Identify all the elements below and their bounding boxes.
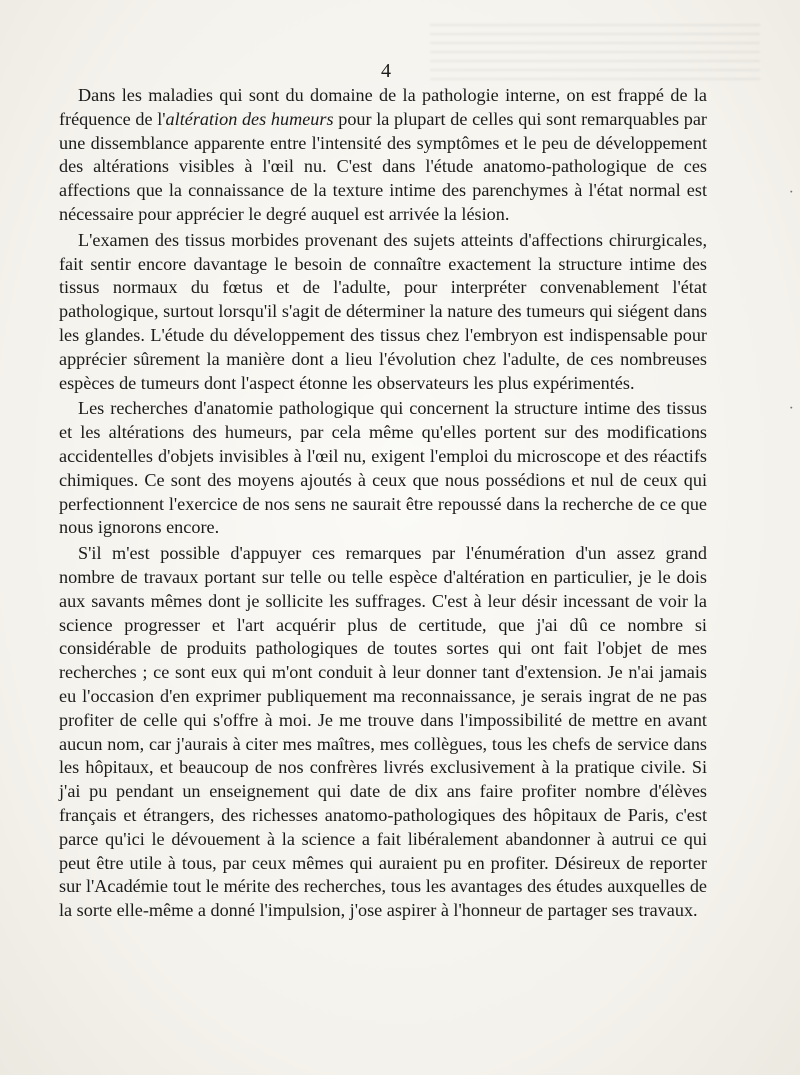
edge-mark-1: · bbox=[788, 184, 794, 201]
bleed-through-texture bbox=[430, 20, 760, 80]
edge-mark-2: · bbox=[788, 400, 794, 417]
paragraph-1-italic: altération des humeurs bbox=[165, 108, 334, 129]
paragraph-1-before: Dans les maladies qui sont du domaine de la pathologie interne, on est frappé de la fréquence de l' bbox=[59, 85, 707, 129]
paragraph-4: S'il m'est possible d'appuyer ces remarques par l'énumération d'un assez grand nombre de travaux portant sur telle ou telle espèce d'altération en particulier, je le dois aux savants mêmes dont je sollicite les suffrages. C'est à leur désir incessant de voir la science progresser et l'art acquérir plus de certitude, que j'ai dû ce nombre si considérable de produits pathologiques de toutes sortes qui ont fait l'objet de mes recherches ; ce sont eux qui m'ont conduit à leur donner tant d'extension. Je n'ai jamais eu l'occasion d'en exprimer publiquement ma reconnaissance, je serais ingrat de ne pas profiter de celle qui s'offre à moi. Je me trouve dans l'impossibilité de mettre en avant aucun nom, car j'aurais à citer mes maîtres, mes collègues, tous les chefs de service dans les hôpitaux, et beaucoup de nos confrères livrés exclusivement à la pratique civile. Si j'ai pu pendant un enseignement qui date de dix ans faire profiter nombre d'élèves français et étrangers, des richesses anatomo-pathologiques des hôpitaux de Paris, c'est parce qu'ici le dévouement à la science a fait libéralement abandonner à autrui ce qui peut être utile à tous, par ceux mêmes qui auraient pu en profiter. Désireux de reporter sur l'Académie tout le mérite des recherches, tous les avantages des études auxquelles de la sorte elle-même a donné l'impulsion, j'ose aspirer à l'honneur de partager ses travaux. bbox=[59, 543, 707, 921]
body-text bbox=[59, 84, 707, 923]
paragraph-3: Les recherches d'anatomie pathologique qui concernent la structure intime des tissus et les altérations des humeurs, par cela même qu'elles portent sur des modifications accidentelles d'objets invisibles à l'œil nu, exigent l'emploi du microscope et des réactifs chimiques. Ce sont des moyens ajoutés à ceux que nous possédions et nul de ceux qui perfectionnent l'exercice de nos sens ne saurait être repoussé dans la recherche de ce que nous ignorons encore. bbox=[59, 398, 707, 538]
paragraph-1-after: pour la plupart de celles qui sont remarquables par une dissemblance apparente entre l'intensité des symptômes et le peu de développement des altérations visibles à l'œil nu. C'est dans l'étude anatomo-pathologique de ces affections que la connaissance de la texture intime des parenchymes à l'état normal est nécessaire pour apprécier le degré auquel est arrivée la lésion. bbox=[59, 108, 707, 224]
paragraph-1 bbox=[59, 84, 707, 227]
page-number: 4 bbox=[381, 60, 391, 82]
paragraph-2: L'examen des tissus morbides provenant des sujets atteints d'affections chirurgicales, fait sentir encore davantage le besoin de connaître exactement la structure intime des tissus normaux du fœtus et de l'adulte, pour interpréter convenablement l'état pathologique, surtout lorsqu'il s'agit de déterminer la nature des tumeurs qui siégent dans les glandes. L'étude du développement des tissus chez l'embryon est indispensable pour apprécier sûrement la manière dont a lieu l'évolution chez l'adulte, de ces nombreuses espèces de tumeurs dont l'aspect étonne les observateurs les plus expérimentés. bbox=[59, 229, 707, 393]
